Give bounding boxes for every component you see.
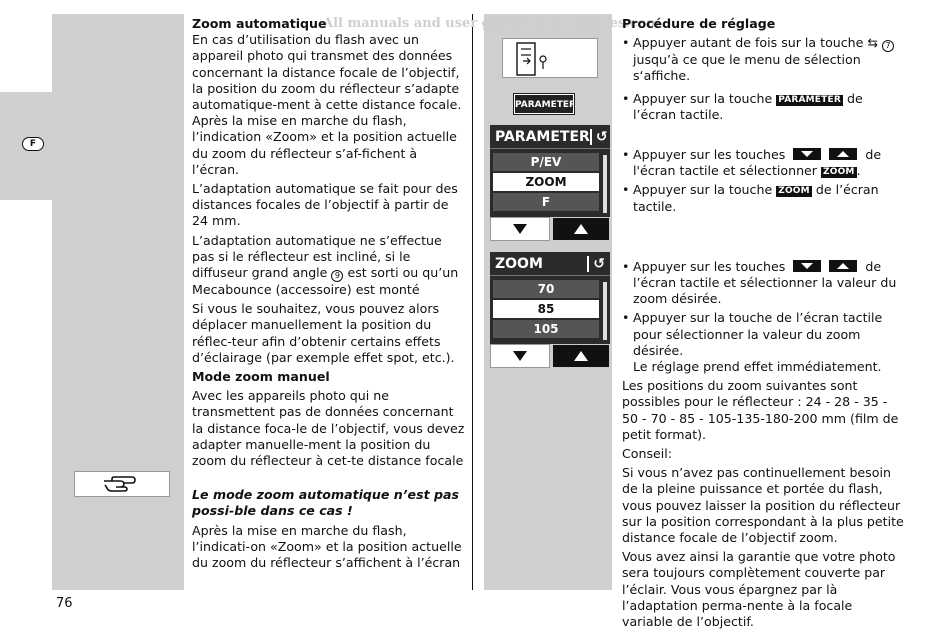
right-text-column — [622, 16, 904, 632]
parameter-button[interactable]: PARAMETER — [514, 94, 574, 114]
swap-icon: ⇆ — [867, 35, 878, 51]
scrollbar — [603, 282, 607, 340]
paragraph: Après la mise en marche du flash, l’indicati-on «Zoom» et la position actuelle du zoom du réflecteur s’affichent à l’écran — [192, 522, 462, 571]
left-text-column — [192, 16, 468, 573]
paragraph: Si vous le souhaitez, vous pouvez alors déplacer manuellement la position du réflec-teur afin d’obtenir certains effets d’éclairage (par exemple effet spot, etc.). — [192, 301, 455, 365]
arrow-down-key-icon — [793, 260, 821, 272]
heading-zoom-manual: Mode zoom manuel — [192, 369, 330, 385]
bullet-item — [622, 147, 904, 179]
arrow-down-icon — [513, 224, 527, 234]
nav-buttons — [490, 217, 610, 241]
paragraph — [192, 233, 468, 299]
bullet-item — [622, 35, 904, 84]
text-span: Appuyer sur les touches — [633, 258, 786, 274]
flash-panel-icon — [503, 39, 599, 79]
watermark: All manuals and user guides at all-guides.com — [323, 16, 661, 31]
arrow-down-icon — [513, 351, 527, 361]
heading-procedure: Procédure de réglage — [622, 16, 776, 31]
bullet-item — [622, 182, 904, 214]
note-text: Le mode zoom automatique n’est pas possi-ble dans ce cas ! — [192, 487, 460, 519]
up-button[interactable] — [552, 217, 610, 241]
arrow-up-icon — [574, 351, 588, 361]
text-span: Appuyer sur la touche — [633, 182, 773, 198]
down-button[interactable] — [490, 217, 550, 241]
language-badge: F — [22, 137, 44, 151]
zoom-value-70[interactable]: 70 — [493, 280, 599, 298]
text-span: de l’écran tactile. — [633, 90, 863, 122]
down-button[interactable] — [490, 344, 550, 368]
callout-number: 7 — [882, 40, 894, 52]
text-span: l’écran tactile et sélectionner la valeur du zoom désirée. — [633, 275, 897, 307]
bullet-item — [622, 259, 904, 308]
bullet-item — [622, 91, 904, 123]
text-span: Appuyer sur la touche de l’écran tactile pour sélectionner la valeur du zoom désirée. — [633, 310, 883, 358]
text-span: de — [865, 147, 882, 163]
zoom-value-85[interactable]: 85 — [493, 300, 599, 318]
pointing-hand-icon — [102, 475, 142, 493]
callout-number: 9 — [331, 270, 343, 282]
parameter-key-tag: PARAMETER — [778, 94, 841, 105]
scrollbar — [603, 155, 607, 213]
text-span: jusqu’à ce que le menu de sélection s‘affiche. — [633, 52, 861, 84]
pointing-hand-box — [74, 471, 170, 497]
text-span: Appuyer sur les touches — [633, 147, 786, 163]
paragraph: En cas d’utilisation du flash avec un appareil photo qui transmet des données concernant la distance focale de l’objectif, la position du zoom du réflecteur s’adapte automatique-ment à cette distance focale. Après la mise en marche du flash, l’indication «Zoom» et la position actuelle du zoom du réflecteur s’af-fichent à l’écran. — [192, 32, 462, 177]
arrow-up-key-icon — [829, 148, 857, 160]
text-span: . — [856, 163, 861, 179]
menu-item-f[interactable]: F — [493, 193, 599, 211]
left-margin-column — [52, 14, 184, 590]
column-divider — [472, 14, 473, 590]
text-span: est sorti ou qu’un Mecabounce (accessoire) est monté — [192, 265, 459, 298]
back-icon[interactable]: ↺ — [590, 129, 608, 145]
arrow-up-icon — [574, 224, 588, 234]
bullet-item — [622, 310, 904, 375]
menu-item-pev[interactable]: P/EV — [493, 153, 599, 171]
screen-title: PARAMETER — [495, 128, 590, 145]
text-span: Appuyer autant de fois sur la touche — [633, 35, 864, 51]
text-span: de l’écran tactile. — [633, 182, 879, 214]
flash-device-illustration — [502, 38, 598, 78]
zoom-key-tag: ZOOM — [778, 186, 810, 197]
up-button[interactable] — [552, 344, 610, 368]
heading-zoom-auto: Zoom automatique — [192, 16, 327, 31]
paragraph: Si vous n’avez pas continuellement besoin de la pleine puissance et portée du flash, vous pouvez laisser la position du réflecteur sur la position correspondant à la plus petite distance focale de l’objectif zoom. — [622, 465, 904, 546]
paragraph: Les positions du zoom suivantes sont possibles pour le réflecteur : 24 - 28 - 35 - 50 - 70 - 85 - 105-135-180-200 mm (film de petit format). — [622, 378, 899, 442]
paragraph: Conseil: — [622, 446, 673, 462]
zoom-screen — [490, 252, 610, 344]
parameter-screen — [490, 125, 610, 217]
text-span: L’adaptation automatique ne s’effectue pas si le réflecteur est incliné, si le diffuseur grand angle — [192, 232, 442, 281]
nav-buttons — [490, 344, 610, 368]
paragraph: Vous avez ainsi la garantie que votre photo sera toujours complètement couverte par l’éclair. Vous vous épargnez par là l’adaptation perma-nente à la focale variable de l’objectif. — [622, 549, 896, 630]
back-icon[interactable]: ↺ — [587, 256, 605, 272]
menu-item-zoom[interactable]: ZOOM — [493, 173, 599, 191]
zoom-key-tag: ZOOM — [823, 167, 855, 178]
text-span: de — [865, 258, 882, 274]
text-span: Le réglage prend effet immédiatement. — [633, 359, 882, 375]
screen-title: ZOOM — [495, 255, 543, 272]
paragraph: Avec les appareils photo qui ne transmettent pas de données concernant la distance foca-le de l’objectif, vous devez adapter manuelle-ment la position du zoom du réflecteur à cet-te distance focale — [192, 388, 465, 469]
text-span: Appuyer sur la touche — [633, 90, 773, 106]
paragraph: L’adaptation automatique se fait pour des distances focales de l’objectif à partir de 24 mm. — [192, 181, 458, 229]
text-span: l'écran tactile et sélectionner — [633, 163, 817, 179]
page-number: 76 — [56, 596, 73, 611]
arrow-up-key-icon — [829, 260, 857, 272]
zoom-value-105[interactable]: 105 — [493, 320, 599, 338]
arrow-down-key-icon — [793, 148, 821, 160]
